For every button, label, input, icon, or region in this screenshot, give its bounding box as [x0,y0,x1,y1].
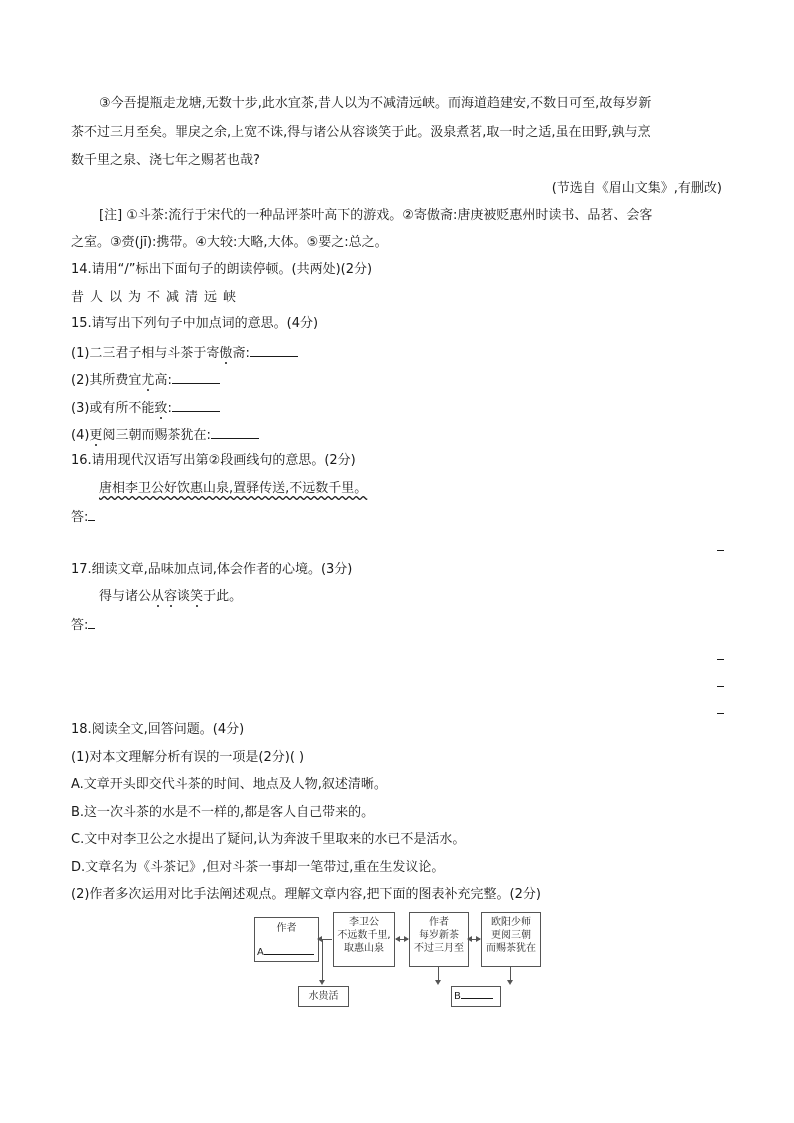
answer-line-end [717,686,724,687]
box-water-live: 水贵活 [298,986,349,1007]
connector [510,966,511,981]
passage-line: 茶不过三月至矣。罪戾之余,上宽不诛,得与诸公从容谈笑于此。汲泉煮茗,取一时之适,虽在田野,孰与烹 [71,125,651,140]
question-17-answer [71,616,95,634]
item-text: (1)二三君子相与斗茶于寄 [71,346,220,361]
answer-blank-a[interactable] [264,945,314,955]
answer-label: 答: [71,618,89,633]
passage-line: 数千里之泉、浇七年之赐茗也哉? [71,153,260,168]
box-ouyang [481,912,541,967]
question-17-sentence [99,589,242,605]
box-title: 作者 [276,923,297,934]
box-author-tea [409,912,469,967]
question-18-prompt: 18.阅读全文,回答问题。(4分) [71,722,245,737]
item-text: 阅三朝而赐茶犹在: [102,428,211,443]
question-16-prompt: 16.请用现代汉语写出第②段画线句的意思。(2分) [71,453,356,468]
question-15-item-2 [71,371,220,389]
notes-line: 之室。③赍(jī):携带。④大较:大略,大体。⑤要之:总之。 [71,235,388,250]
box-author-a [254,917,319,962]
item-text: (2)其所费宜 [71,373,142,388]
box-line: 不远数千里, [337,930,391,941]
question-14-prompt: 14.请用“/”标出下面句子的朗读停顿。(共两处)(2分) [71,262,373,277]
box-a-row [257,945,318,959]
arrow-right-icon [476,936,481,942]
dotted-word: 笑 [190,589,204,604]
box-line: 李卫公 [349,917,379,928]
answer-blank-b[interactable] [461,987,493,999]
item-text: (4) [71,428,90,443]
sentence-text: 于此。 [203,589,243,604]
arrow-down-icon [319,980,325,985]
answer-blank[interactable] [172,399,220,412]
dotted-word: 容 [164,589,178,604]
arrow-down-icon [507,980,513,985]
answer-blank[interactable] [88,508,95,521]
box-li-weigong [333,912,395,967]
answer-line-end [717,550,724,551]
option-a[interactable]: A.文章开头即交代斗茶的时间、地点及人物,叙述清晰。 [71,777,387,792]
box-line: 取惠山泉 [344,943,384,954]
answer-blank[interactable] [250,344,298,357]
item-text: : [167,401,172,416]
label-a: A [257,947,264,958]
item-text: 斋: [232,346,250,361]
dotted-word: 更 [89,428,103,443]
option-d[interactable]: D.文章名为《斗茶记》,但对斗茶一事却一笔带过,重在生发议论。 [71,860,445,875]
arrow-left-icon [467,936,472,942]
box-b [451,986,501,1007]
notes-line: [注] ①斗茶:流行于宋代的一种品评茶叶高下的游戏。②寄傲斋:唐庚被贬惠州时读书、品茗、会客 [99,208,653,223]
connector [322,940,323,981]
question-18-sub2: (2)作者多次运用对比手法阐述观点。理解文章内容,把下面的图表补充完整。(2分) [71,887,541,902]
question-15-item-4 [71,426,259,444]
box-line: 更阅三朝 [491,930,531,941]
question-14-sentence: 昔人以为不减清远峡 [71,290,243,305]
answer-blank[interactable] [172,371,220,384]
connector [438,966,439,981]
box-line: 而赐茶犹在 [486,943,536,954]
question-16-sentence [99,481,367,497]
question-18-sub1: (1)对本文理解分析有误的一项是(2分)( ) [71,750,305,765]
question-17-prompt: 17.细读文章,品味加点词,体会作者的心境。(3分) [71,562,353,577]
arrow-right-icon [404,936,409,942]
arrow-left-icon [395,936,400,942]
answer-line-end [717,659,724,660]
sentence-text: 谈 [177,589,191,604]
passage-source: (节选自《眉山文集》,有删改) [551,181,722,196]
answer-blank[interactable] [88,616,95,629]
question-15-item-1 [71,344,298,362]
dotted-word: 尤 [141,373,155,388]
answer-blank[interactable] [211,426,259,439]
dotted-word: 从 [151,589,165,604]
item-text: (3)或有所不能 [71,401,155,416]
answer-line-end [717,713,724,714]
dotted-word: 傲 [219,346,233,361]
passage-line: ③今吾提瓶走龙塘,无数十步,此水宜茶,昔人以为不减清远峡。而海道趋建安,不数日可至,故每岁新 [99,96,652,111]
question-15-prompt: 15.请写出下列句子中加点词的意思。(4分) [71,316,319,331]
item-text: 高: [154,373,172,388]
answer-label: 答: [71,510,89,525]
underlined-sentence: 唐相李卫公好饮惠山泉,置驿传送,不远数千里。 [99,481,368,496]
dotted-word: 致 [154,401,168,416]
arrow-down-icon [435,980,441,985]
option-c[interactable]: C.文中对李卫公之水提出了疑问,认为奔波千里取来的水已不是活水。 [71,832,466,847]
question-16-answer [71,508,95,526]
box-line: 每岁新茶 [419,930,459,941]
label-b: B [454,991,461,1002]
sentence-text: 得与诸公 [99,589,152,604]
box-line: 欧阳少师 [491,917,531,928]
option-b[interactable]: B.这一次斗茶的水是不一样的,都是客人自己带来的。 [71,805,375,820]
question-15-item-3 [71,399,220,417]
box-line: 作者 [429,917,449,928]
box-line: 不过三月至 [414,943,464,954]
